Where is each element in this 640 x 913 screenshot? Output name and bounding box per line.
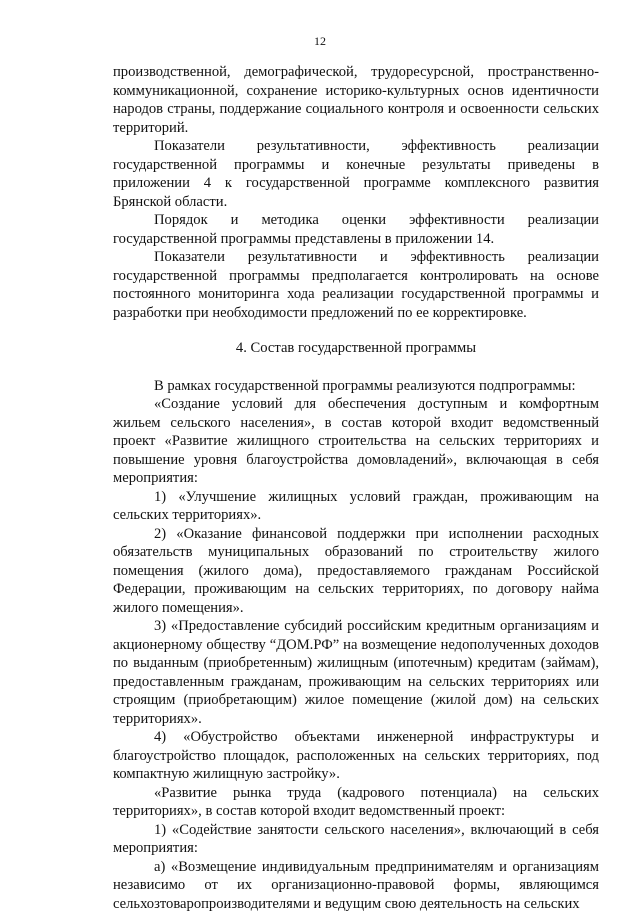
list-item: а) «Возмещение индивидуальным предпринимателям и организациям независимо от их организационно-правовой формы, являющимся сельхозтоваропроизводителями и ведущим свою деятельность на сельских (113, 858, 599, 913)
paragraph: Показатели результативности, эффективность реализации государственной программы и конечные результаты приведены в приложении 4 к государственной программе комплексного развития Брянской области. (113, 137, 599, 211)
document-body (113, 63, 599, 913)
paragraph: Показатели результативности и эффективность реализации государственной программы предполагается контролировать на основе постоянного мониторинга хода реализации государственной программы и разработки при необходимости предложений по ее корректировке. (113, 248, 599, 322)
paragraph: производственной, демографической, трудоресурсной, пространственно-коммуникационной, сохранение историко-культурных основ идентичности народов страны, поддержание социального контроля и освоенности сельских территорий. (113, 63, 599, 137)
paragraph: «Создание условий для обеспечения доступным и комфортным жильем сельского населения», в состав которой входит ведомственный проект «Развитие жилищного строительства на сельских территориях и повышение уровня благоустройства домовладений», включающая в себя мероприятия: (113, 395, 599, 488)
list-item: 4) «Обустройство объектами инженерной инфраструктуры и благоустройство площадок, расположенных на сельских территориях, под компактную жилищную застройку». (113, 728, 599, 784)
paragraph: В рамках государственной программы реализуются подпрограммы: (113, 377, 599, 396)
paragraph: Порядок и методика оценки эффективности реализации государственной программы представлены в приложении 14. (113, 211, 599, 248)
list-item: 2) «Оказание финансовой поддержки при исполнении расходных обязательств муниципальных образований по строительству жилого помещения (жилого дома), предоставляемого гражданам Российской Федерации, проживающим на сельских территориях, по договору найма жилого помещения». (113, 525, 599, 618)
list-item: 1) «Улучшение жилищных условий граждан, проживающим на сельских территориях». (113, 488, 599, 525)
list-item: 1) «Содействие занятости сельского населения», включающий в себя мероприятия: (113, 821, 599, 858)
list-item: 3) «Предоставление субсидий российским кредитным организациям и акционерному обществу “ДОМ.РФ” на возмещение недополученных доходов по выданным (приобретенным) жилищным (ипотечным) кредитам (займам), предоставленным гражданам, проживающим на сельских территориях или строящим (приобретающим) жилое помещение (жилой дом) на сельских территориях». (113, 617, 599, 728)
paragraph: «Развитие рынка труда (кадрового потенциала) на сельских территориях», в состав которой входит ведомственный проект: (113, 784, 599, 821)
page-number: 12 (0, 34, 640, 49)
section-heading: 4. Состав государственной программы (113, 339, 599, 358)
